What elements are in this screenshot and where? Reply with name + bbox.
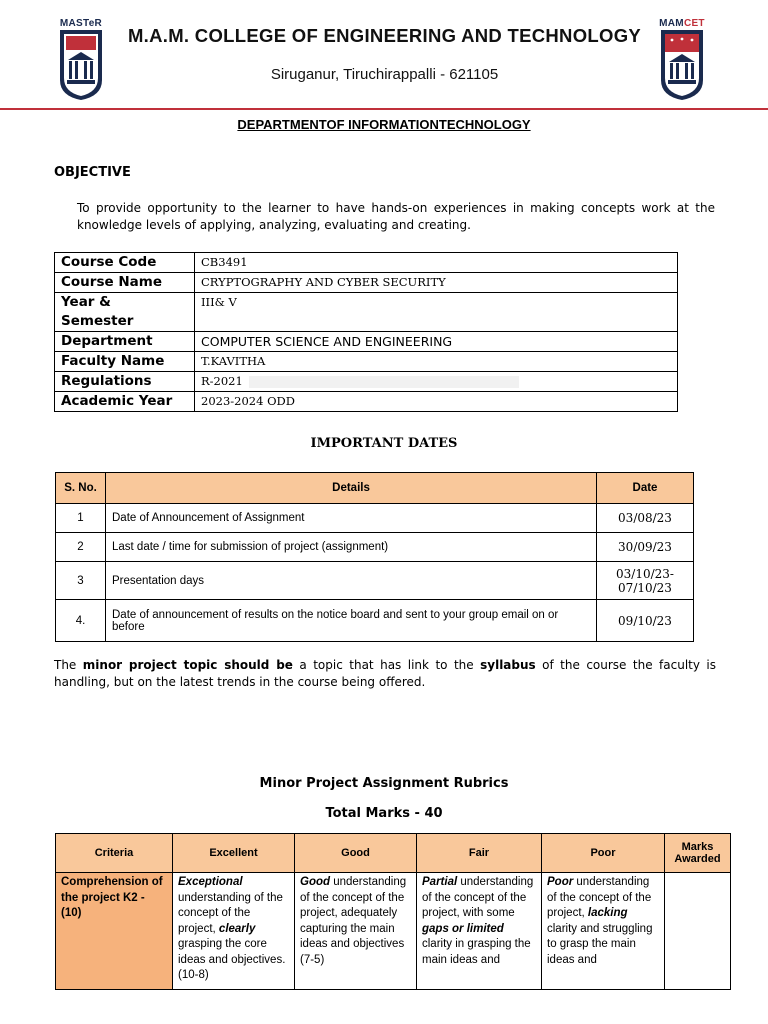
important-dates-title: IMPORTANT DATES [310,436,458,451]
sno-cell: 2 [56,533,106,562]
master-logo [56,18,106,102]
table-row [55,293,678,332]
column-header-date: Date [597,473,694,504]
shield-emblem-icon [56,18,106,102]
sno-cell: 3 [56,562,106,600]
course-code-label: Course Code [55,253,195,273]
regulations-value: R-2021 [195,372,678,392]
column-header-fair: Fair [417,834,542,873]
good-cell: Good understanding of the concept of the project, adequately capturing the main ideas and objectives (7-5) [295,873,417,990]
left-logo-text: MASTeR [59,18,103,29]
course-name-label: Course Name [55,273,195,293]
poor-cell: Poor understanding of the concept of the project, lacking clarity and struggling to grasp the main ideas and [542,873,665,990]
date-cell: 30/09/23 [597,533,694,562]
column-header-excellent: Excellent [173,834,295,873]
table-row [56,600,694,642]
table-row [56,873,731,990]
right-logo-text: MAMCET [659,18,705,29]
details-cell: Last date / time for submission of project (assignment) [106,533,597,562]
rubrics-total-marks: Total Marks - 40 [325,806,443,821]
column-header-criteria: Criteria [56,834,173,873]
details-cell: Date of announcement of results on the notice board and sent to your group email on or before [106,600,597,642]
column-header-marks-awarded: Marks Awarded [665,834,731,873]
details-cell: Presentation days [106,562,597,600]
date-cell: 09/10/23 [597,600,694,642]
course-name-value: CRYPTOGRAPHY AND CYBER SECURITY [195,273,678,293]
academic-year-label: Academic Year [55,392,195,412]
table-header-row [56,834,731,873]
details-cell: Date of Announcement of Assignment [106,504,597,533]
course-details-table [54,252,678,412]
objective-text: To provide opportunity to the learner to have hands-on experiences in making concepts work at the knowledge levels of applying, analyzing, evaluating and creating. [77,201,715,232]
department-value: COMPUTER SCIENCE AND ENGINEERING [195,332,678,352]
college-name: M.A.M. COLLEGE OF ENGINEERING AND TECHNOLOGY [127,25,642,46]
syllabus-note: The minor project topic should be a topic that has link to the syllabus of the course the faculty is handling, but on the latest trends in the course being offered. [54,658,717,689]
important-dates-table [55,472,694,642]
table-row [56,533,694,562]
department-label: Department [55,332,195,352]
objective-heading: OBJECTIVE [54,165,131,180]
year-semester-label: Year & Semester [55,293,195,332]
excellent-cell: Exceptional understanding of the concept of the project, clearly grasping the core ideas and objectives. (10-8) [173,873,295,990]
table-row [55,352,678,372]
table-row [55,273,678,293]
faculty-name-value: T.KAVITHA [195,352,678,372]
department-title: DEPARTMENTOF INFORMATIONTECHNOLOGY [237,117,531,132]
column-header-poor: Poor [542,834,665,873]
marks-awarded-cell [665,873,731,990]
fair-cell: Partial understanding of the concept of the project, with some gaps or limited clarity in grasping the main ideas and [417,873,542,990]
highlight-bar [249,376,519,388]
column-header-good: Good [295,834,417,873]
table-header-row [56,473,694,504]
table-row [55,332,678,352]
table-row [56,562,694,600]
college-address: Siruganur, Tiruchirappalli - 621105 [270,66,499,83]
table-row [56,504,694,533]
date-cell: 03/10/23-07/10/23 [597,562,694,600]
header-divider [0,108,768,110]
rubrics-title: Minor Project Assignment Rubrics [259,776,509,791]
regulations-label: Regulations [55,372,195,392]
table-row [55,253,678,273]
college-crest-icon [657,18,707,102]
faculty-name-label: Faculty Name [55,352,195,372]
date-cell: 03/08/23 [597,504,694,533]
table-row [55,392,678,412]
year-semester-value: III& V [195,293,678,332]
column-header-sno: S. No. [56,473,106,504]
mamcet-logo [657,18,707,102]
academic-year-value: 2023-2024 ODD [195,392,678,412]
column-header-details: Details [106,473,597,504]
sno-cell: 4. [56,600,106,642]
course-code-value: CB3491 [195,253,678,273]
sno-cell: 1 [56,504,106,533]
rubrics-table [55,833,731,990]
table-row [55,372,678,392]
criteria-cell: Comprehension of the project K2 - (10) [56,873,173,990]
